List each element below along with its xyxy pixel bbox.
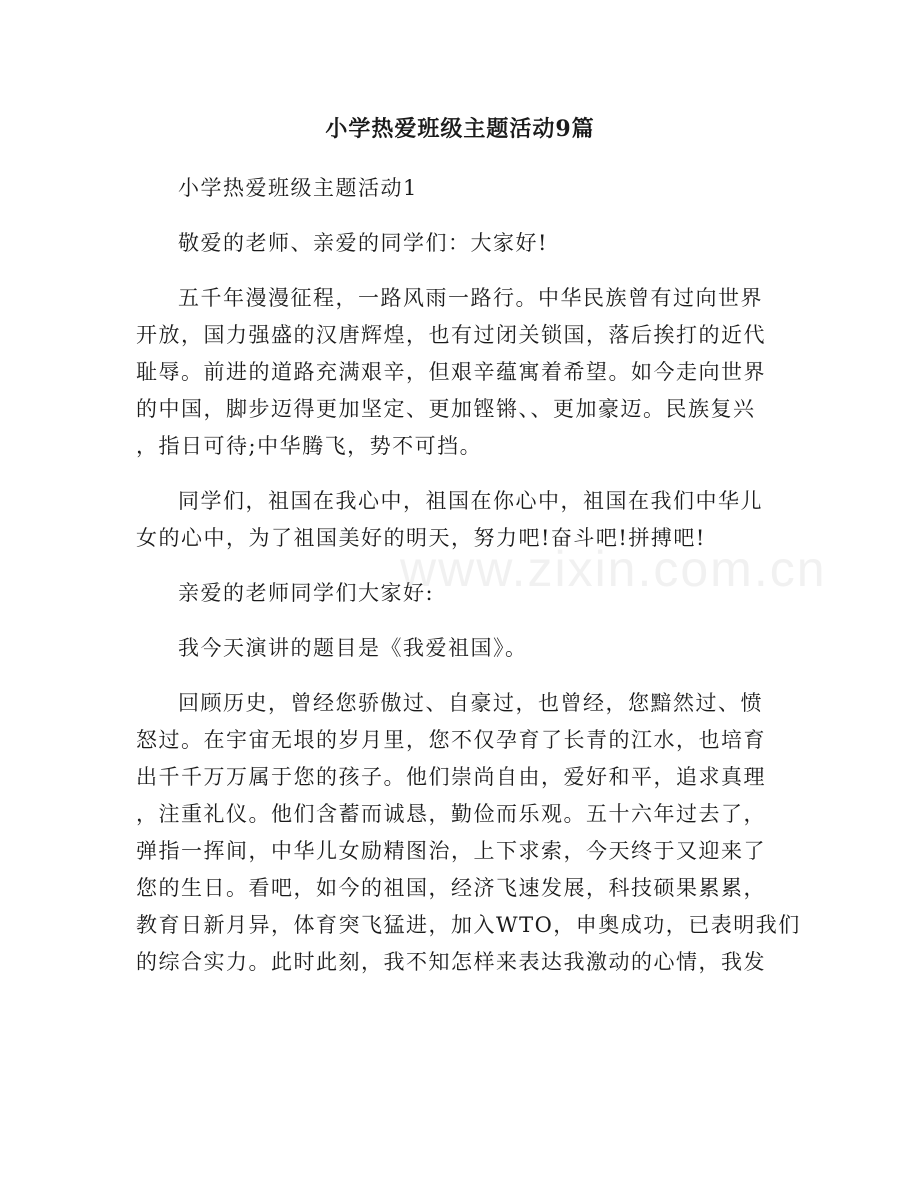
paragraph-line: 回顾历史，曾经您骄傲过、自豪过，也曾经，您黯然过、愤 [178,691,763,715]
paragraph-line: 开放，国力强盛的汉唐辉煌，也有过闭关锁国，落后挨打的近代 [136,323,766,347]
watermark: www.zixin.com.cn [400,541,827,597]
document-title: 小学热爱班级主题活动9篇 [325,116,595,142]
paragraph-line: 耻辱。前进的道路充满艰辛，但艰辛蕴寓着希望。如今走向世界 [136,360,766,384]
paragraph-line: 亲爱的老师同学们大家好: [178,581,435,605]
document-body [136,170,801,999]
paragraph-speech-topic [136,630,776,667]
paragraph-line: 同学们，祖国在我心中，祖国在你心中，祖国在我们中华儿 [178,489,763,513]
paragraph-line: 我今天演讲的题目是《我爱祖国》。 [178,636,528,660]
paragraph-greeting [136,225,776,262]
paragraph-line: 女的心中，为了祖国美好的明天，努力吧!奋斗吧!拼搏吧! [136,526,706,550]
paragraph-subtitle [136,170,776,207]
paragraph-line: 出千千万万属于您的孩子。他们崇尚自由，爱好和平，追求真理 [136,765,766,789]
paragraph-line: 怒过。在宇宙无垠的岁月里，您不仅孕育了长青的江水，也培育 [136,728,766,752]
paragraph-greeting-2 [136,575,776,612]
paragraph-line: 弹指一挥间，中华儿女励精图治，上下求索，今天终于又迎来了 [136,839,766,863]
paragraph-line: 小学热爱班级主题活动1 [178,176,418,200]
paragraph-line: ，指日可待;中华腾飞，势不可挡。 [136,434,483,458]
paragraph-line: 五千年漫漫征程，一路风雨一路行。中华民族曾有过向世界 [178,286,763,310]
paragraph-line: 的综合实力。此时此刻，我不知怎样来表达我激动的心情，我发 [136,950,766,974]
paragraph-motherland-in-heart [136,483,776,557]
paragraph-line: 敬爱的老师、亲爱的同学们：大家好! [178,231,548,255]
paragraph-line: ，注重礼仪。他们含蓄而诚恳，勤俭而乐观。五十六年过去了， [136,802,766,826]
paragraph-line: 的中国，脚步迈得更加坚定、更加铿锵、、更加豪迈。民族复兴 [136,397,756,421]
paragraph-review-history [136,685,801,981]
paragraph-line: 您的生日。看吧，如今的祖国，经济飞速发展，科技硕果累累， [136,876,766,900]
paragraph-history [136,280,776,465]
paragraph-line: 教育日新月异，体育突飞猛进，加入WTO，申奥成功，已表明我们 [136,913,801,937]
